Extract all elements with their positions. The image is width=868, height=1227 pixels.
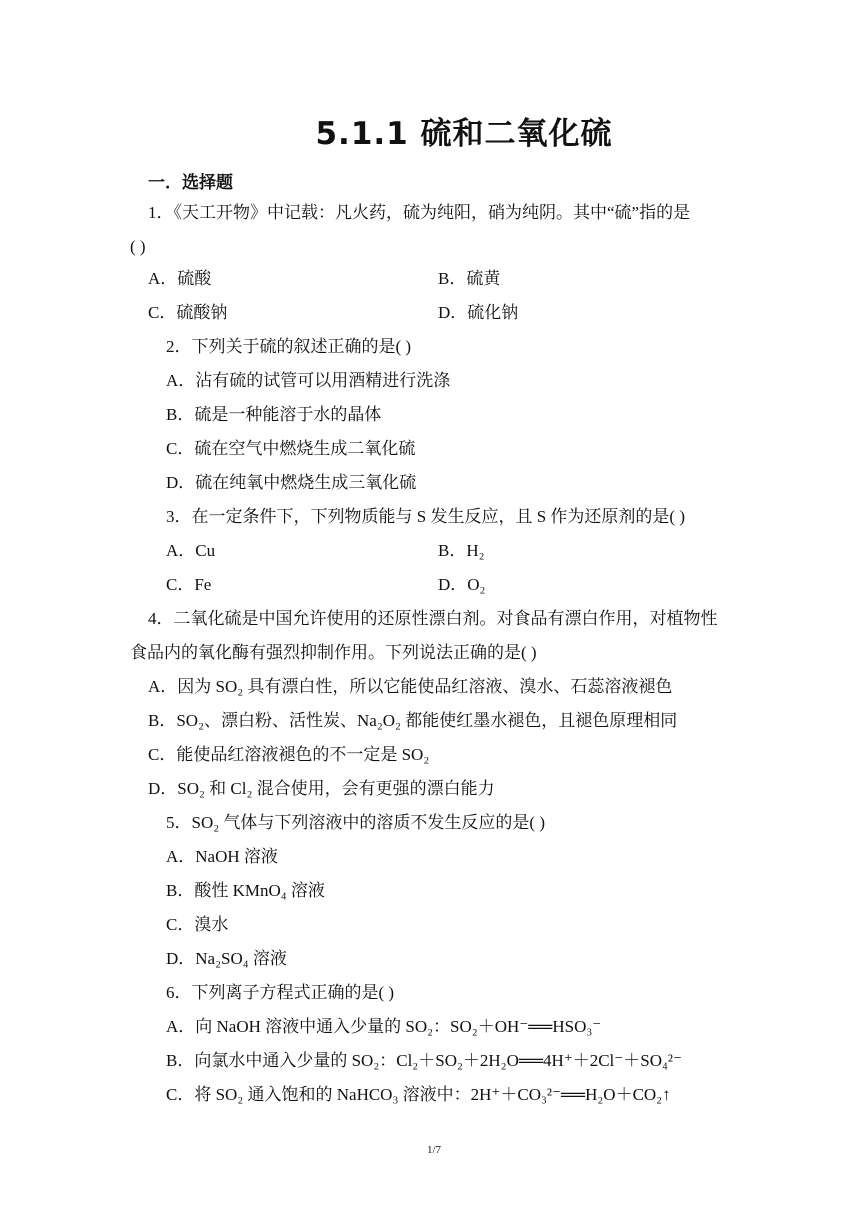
- page-title: 5.1.1 硫和二氧化硫: [315, 116, 613, 152]
- question-4-option-d: D．SO₂ 和 Cl₂ 混合使用，会有更强的漂白能力: [148, 779, 495, 798]
- question-4-option-b: B．SO₂、漂白粉、活性炭、Na₂O₂ 都能使红墨水褪色，且褪色原理相同: [148, 711, 678, 730]
- question-2-option-b: B．硫是一种能溶于水的晶体: [166, 405, 382, 424]
- question-4-stem-cont: 食品内的氧化酶有强烈抑制作用。下列说法正确的是( ): [130, 643, 537, 662]
- question-5-option-a: A．NaOH 溶液: [166, 847, 278, 866]
- question-4-option-c: C．能使品红溶液褪色的不一定是 SO₂: [148, 745, 430, 764]
- question-6-option-b: B．向氯水中通入少量的 SO₂：Cl₂＋SO₂＋2H₂O══4H⁺＋2Cl⁻＋SO₄²⁻: [166, 1051, 682, 1070]
- question-4-option-a: A．因为 SO₂ 具有漂白性，所以它能使品红溶液、溴水、石蕊溶液褪色: [148, 677, 673, 696]
- question-5-stem: 5．SO₂ 气体与下列溶液中的溶质不发生反应的是( ): [166, 813, 545, 832]
- question-1-option-d: D．硫化钠: [438, 303, 519, 322]
- question-3-option-a: A．Cu: [166, 541, 216, 560]
- question-1-option-a: A．硫酸: [148, 269, 212, 288]
- question-1-option-c: C．硫酸钠: [148, 303, 228, 322]
- question-4-stem: 4．二氧化硫是中国允许使用的还原性漂白剂。对食品有漂白作用，对植物性: [148, 609, 718, 628]
- question-6-option-a: A．向 NaOH 溶液中通入少量的 SO₂：SO₂＋OH⁻══HSO₃⁻: [166, 1017, 602, 1036]
- question-5-option-c: C．溴水: [166, 915, 229, 934]
- question-1-stem: 1．《天工开物》中记载：凡火药，硫为纯阳，硝为纯阴。其中“硫”指的是: [148, 203, 691, 222]
- question-5-option-d: D．Na₂SO₄ 溶液: [166, 949, 287, 968]
- page-number: 1/7: [426, 1144, 442, 1156]
- question-2-stem: 2．下列关于硫的叙述正确的是( ): [166, 337, 412, 356]
- question-6-option-c: C．将 SO₂ 通入饱和的 NaHCO₃ 溶液中：2H⁺＋CO₃²⁻══H₂O＋CO₂↑: [166, 1085, 671, 1104]
- question-3-stem: 3．在一定条件下，下列物质能与 S 发生反应，且 S 作为还原剂的是( ): [166, 507, 685, 526]
- section-heading: 一．选择题: [148, 173, 233, 193]
- question-3-option-c: C．Fe: [166, 575, 212, 594]
- question-2-option-a: A．沾有硫的试管可以用酒精进行洗涤: [166, 371, 451, 390]
- question-1-stem-cont: ( ): [130, 237, 146, 256]
- question-6-stem: 6．下列离子方程式正确的是( ): [166, 983, 395, 1002]
- question-5-option-b: B．酸性 KMnO₄ 溶液: [166, 881, 325, 900]
- question-2-option-c: C．硫在空气中燃烧生成二氧化硫: [166, 439, 416, 458]
- question-3-option-d: D．O₂: [438, 575, 486, 594]
- question-1-option-b: B．硫黄: [438, 269, 501, 288]
- question-2-option-d: D．硫在纯氧中燃烧生成三氧化硫: [166, 473, 417, 492]
- question-3-option-b: B．H₂: [438, 541, 485, 560]
